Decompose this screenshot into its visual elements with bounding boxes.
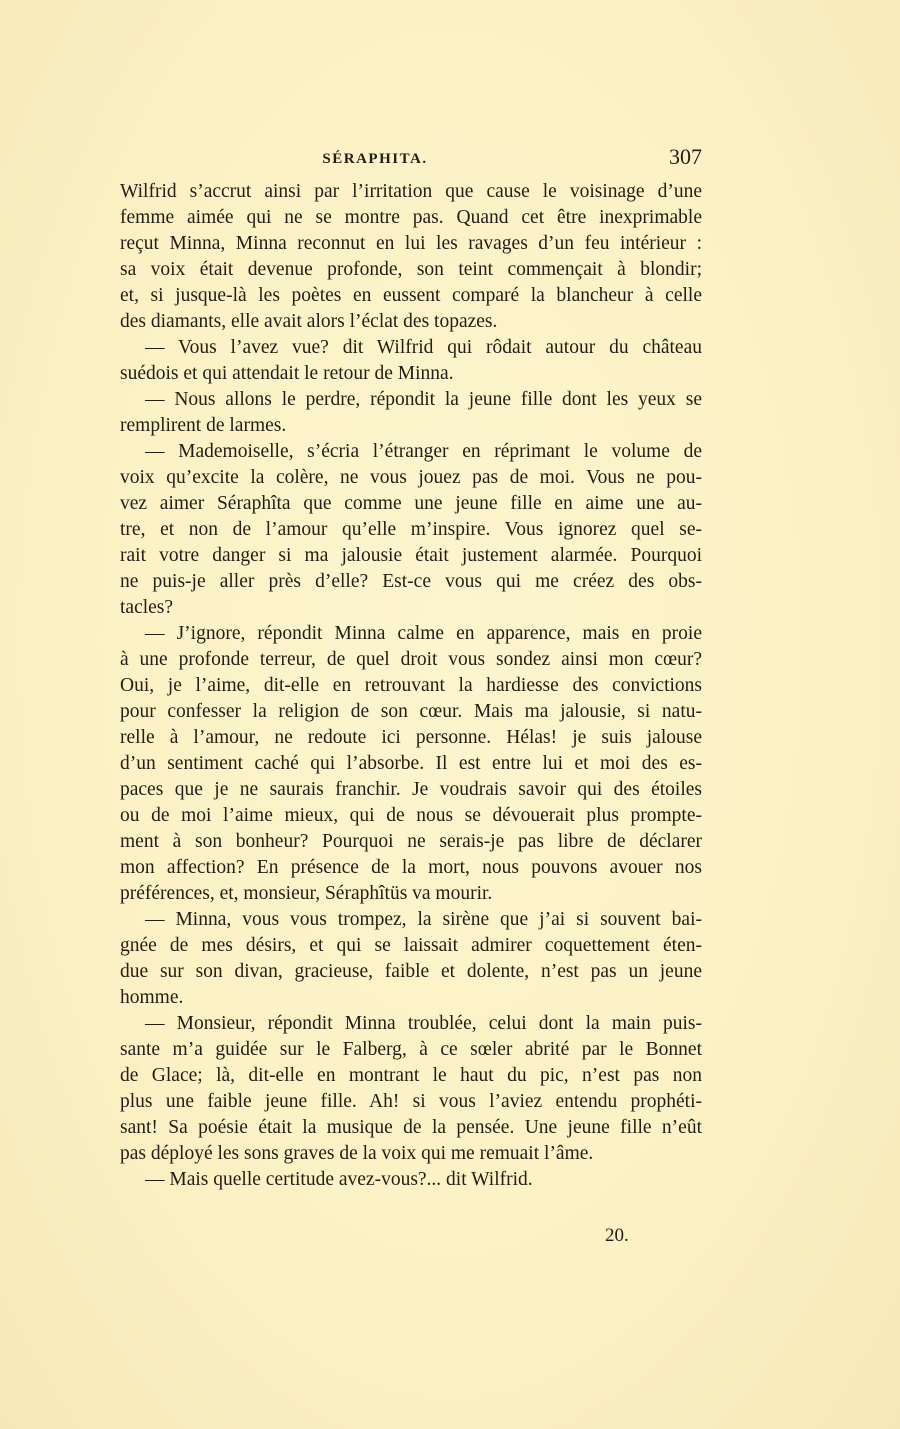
text-line: reçut Minna, Minna reconnut en lui les ravages d’un feu intérieur : xyxy=(120,233,702,254)
body-text xyxy=(120,179,702,1193)
text-line: pour confesser la religion de son cœur. Mais ma jalousie, si natu- xyxy=(120,701,702,722)
text-line: voix qu’excite la colère, ne vous jouez pas de moi. Vous ne pou- xyxy=(120,467,702,488)
paragraph xyxy=(120,439,702,621)
text-line: tre, et non de l’amour qu’elle m’inspire. Vous ignorez quel se- xyxy=(120,519,702,540)
text-line: et, si jusque-là les poètes en eussent comparé la blancheur à celle xyxy=(120,285,702,306)
text-line: Wilfrid s’accrut ainsi par l’irritation que cause le voisinage d’une xyxy=(120,181,702,202)
page-header xyxy=(120,144,702,172)
text-line: due sur son divan, gracieuse, faible et dolente, n’est pas un jeune xyxy=(120,961,702,982)
text-line: remplirent de larmes. xyxy=(120,415,287,436)
text-line: sa voix était devenue profonde, son teint commençait à blondir; xyxy=(120,259,702,280)
text-line: rait votre danger si ma jalousie était justement alarmée. Pourquoi xyxy=(120,545,702,566)
text-line: vez aimer Séraphîta que comme une jeune fille en aime une au- xyxy=(120,493,702,514)
text-line: suédois et qui attendait le retour de Minna. xyxy=(120,363,454,384)
paragraph xyxy=(120,621,702,907)
text-line: plus une faible jeune fille. Ah! si vous l’aviez entendu prophéti- xyxy=(120,1091,702,1112)
text-line: mon affection? En présence de la mort, nous pouvons avouer nos xyxy=(120,857,702,878)
text-line: à une profonde terreur, de quel droit vous sondez ainsi mon cœur? xyxy=(120,649,702,670)
text-line: — Mais quelle certitude avez-vous?... dit Wilfrid. xyxy=(145,1169,533,1190)
text-line: gnée de mes désirs, et qui se laissait admirer coquettement éten- xyxy=(120,935,702,956)
text-line: — Vous l’avez vue? dit Wilfrid qui rôdait autour du château xyxy=(145,337,702,358)
text-line: pas déployé les sons graves de la voix qui me remuait l’âme. xyxy=(120,1143,594,1164)
paragraph xyxy=(120,1167,702,1193)
text-line: — Monsieur, répondit Minna troublée, celui dont la main puis- xyxy=(145,1013,702,1034)
text-line: de Glace; là, dit-elle en montrant le haut du pic, n’est pas non xyxy=(120,1065,702,1086)
page-number: 307 xyxy=(669,144,702,169)
text-line: — Minna, vous vous trompez, la sirène que j’ai si souvent bai- xyxy=(145,909,702,930)
text-line: — Nous allons le perdre, répondit la jeune fille dont les yeux se xyxy=(145,389,702,410)
text-line: ou de moi l’aime mieux, qui de nous se dévouerait plus prompte- xyxy=(120,805,702,826)
text-line: sante m’a guidée sur le Falberg, à ce sœler abrité par le Bonnet xyxy=(120,1039,702,1060)
paragraph xyxy=(120,179,702,335)
text-line: — J’ignore, répondit Minna calme en apparence, mais en proie xyxy=(145,623,702,644)
text-line: tacles? xyxy=(120,597,174,618)
running-title: SÉRAPHITA. xyxy=(322,151,428,167)
text-line: — Mademoiselle, s’écria l’étranger en réprimant le volume de xyxy=(145,441,702,462)
paragraph xyxy=(120,335,702,387)
text-line: des diamants, elle avait alors l’éclat des topazes. xyxy=(120,311,498,332)
paragraph xyxy=(120,1011,702,1167)
text-line: sant! Sa poésie était la musique de la pensée. Une jeune fille n’eût xyxy=(120,1117,702,1138)
signature-mark: 20. xyxy=(605,1225,629,1246)
paragraph xyxy=(120,907,702,1011)
paragraph xyxy=(120,387,702,439)
text-line: ment à son bonheur? Pourquoi ne serais-je pas libre de déclarer xyxy=(120,831,702,852)
text-line: Oui, je l’aime, dit-elle en retrouvant la hardiesse des convictions xyxy=(120,675,702,696)
text-line: femme aimée qui ne se montre pas. Quand cet être inexprimable xyxy=(120,207,702,228)
text-line: ne puis-je aller près d’elle? Est-ce vous qui me créez des obs- xyxy=(120,571,702,592)
text-line: homme. xyxy=(120,987,184,1008)
text-line: préférences, et, monsieur, Séraphîtüs va mourir. xyxy=(120,883,493,904)
text-line: relle à l’amour, ne redoute ici personne. Hélas! je suis jalouse xyxy=(120,727,702,748)
text-line: paces que je ne saurais franchir. Je voudrais savoir qui des étoiles xyxy=(120,779,702,800)
text-line: d’un sentiment caché qui l’absorbe. Il est entre lui et moi des es- xyxy=(120,753,702,774)
